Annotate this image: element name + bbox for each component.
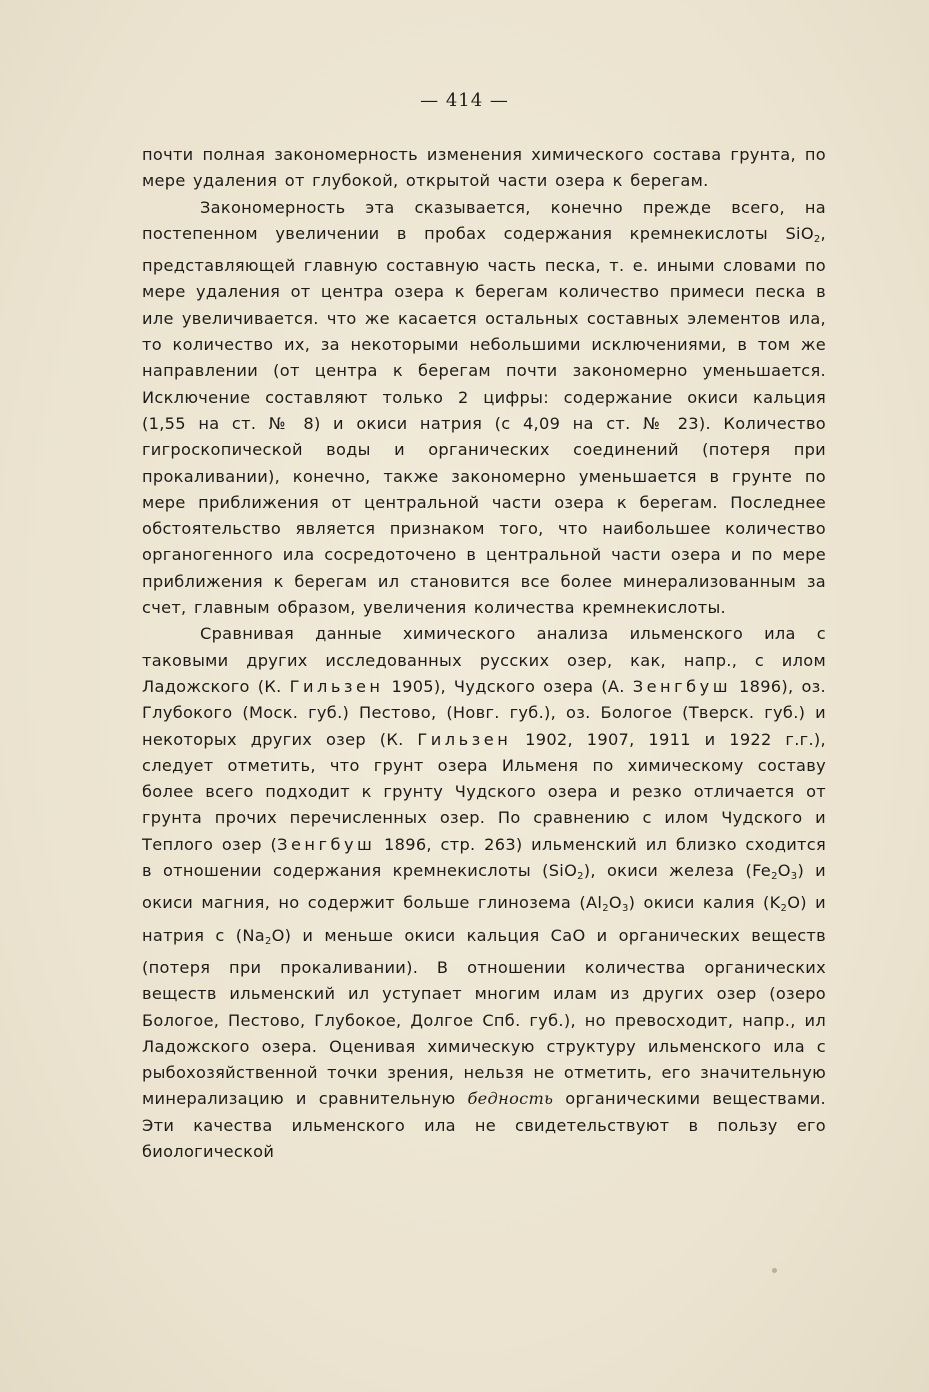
text-run: 1896), оз. Глубокого (Моск. губ.) Пестово, (Новг. губ.), оз. Бологое (Тверск. губ.) и некоторых других озер (К. bbox=[142, 676, 826, 749]
author-name: Гильзен bbox=[289, 676, 384, 696]
text-run: 1905), Чудского озера (А. bbox=[383, 676, 633, 696]
subscript: 2 bbox=[264, 935, 272, 947]
text-run: органическими веществами. Эти качества ильменского ила не свидетельствуют в пользу его биологической bbox=[142, 1089, 826, 1161]
text-run: O bbox=[777, 861, 791, 881]
text-run: ) и окиси магния, но содержит больше глинозема (Al bbox=[142, 861, 826, 913]
text-run: 1896, стр. 263) ильменский ил близко сходится в отношении содержания кремнекислоты (SiO bbox=[142, 834, 826, 881]
text-run: O) и натрия с (Na bbox=[142, 893, 826, 945]
text-run: ), окиси железа (Fe bbox=[583, 861, 772, 881]
author-name: Гильзен bbox=[417, 729, 512, 749]
subscript: 3 bbox=[621, 903, 629, 915]
text-run: почти полная закономерность изменения химического состава грунта, по мере удаления от глубокой, открытой части озера к берегам. bbox=[142, 145, 826, 191]
text-run: Сравнивая данные химического анализа ильменского ила с таковыми других исследованных русских озер, как, напр., с илом Ладожского (К. bbox=[142, 624, 826, 696]
text-run: 1902, 1907, 1911 и 1922 г.г.), следует отметить, что грунт озера Ильменя по химическому составу более всего подходит к грунту Чудского озера и резко отличается от грунта прочих перечисленных озер. По сравнению с илом Чудского и Теплого озер ( bbox=[142, 729, 826, 854]
scan-speck bbox=[772, 1268, 777, 1273]
subscript: 2 bbox=[780, 903, 788, 915]
text-run: , представляющей главную составную часть песка, т. е. иными словами по мере удаления от центра озера к берегам количество примеси песка в иле увеличивается. что же касается остальных составных элементов ила, то количество их, за некоторыми небольшими исключениями, в том же направлении (от центра к берегам почти закономерно уменьшается. Исключение составляют только 2 цифры: содержание окиси кальция (1,55 на ст. № 8) и окиси натрия (с 4,09 на ст. № 23). Количество гигроскопической воды и органических соединений (потеря при прокаливании), конечно, также закономерно уменьшается в грунте по мере приближения от центральной части озера к берегам. Последнее обстоятельство является признаком того, что наибольшее количество органогенного ила сосредоточено в центральной части озера и по мере приближения к берегам ил становится все более минерализованным за счет, главным образом, увеличения количества кремнекислоты. bbox=[142, 223, 826, 618]
paragraph bbox=[142, 142, 826, 195]
subscript: 2 bbox=[771, 871, 778, 883]
subscript: 2 bbox=[577, 871, 584, 883]
subscript: 2 bbox=[813, 233, 821, 245]
text-run: ) окиси калия (K bbox=[628, 893, 781, 913]
emphasis: бедность bbox=[467, 1089, 554, 1109]
subscript: 3 bbox=[790, 871, 798, 883]
paragraph bbox=[142, 621, 826, 1165]
body-text bbox=[142, 142, 826, 1165]
text-run: Закономерность эта сказывается, конечно прежде всего, на постепенном увеличении в пробах содержания кремнекислоты SiO bbox=[142, 197, 826, 243]
page-number: — 414 — bbox=[420, 90, 509, 111]
author-name: Зенгбуш bbox=[632, 676, 732, 696]
author-name: Зенгбуш bbox=[277, 834, 376, 854]
paragraph bbox=[142, 195, 826, 622]
subscript: 2 bbox=[602, 903, 609, 915]
text-run: O) и меньше окиси кальция CaO и органических веществ (потеря при прокаливании). В отношении количества органических веществ ильменский ил уступает многим илам из других озер (озеро Бологое, Пестово, Глубокое, Долгое Спб. губ.), но превосходит, напр., ил Ладожского озера. Оценивая химическую структуру ильменского ила с рыбохозяйственной точки зрения, нельзя не отметить, его значительную минерализацию и сравнительную bbox=[142, 925, 826, 1109]
text-run: O bbox=[608, 893, 622, 913]
